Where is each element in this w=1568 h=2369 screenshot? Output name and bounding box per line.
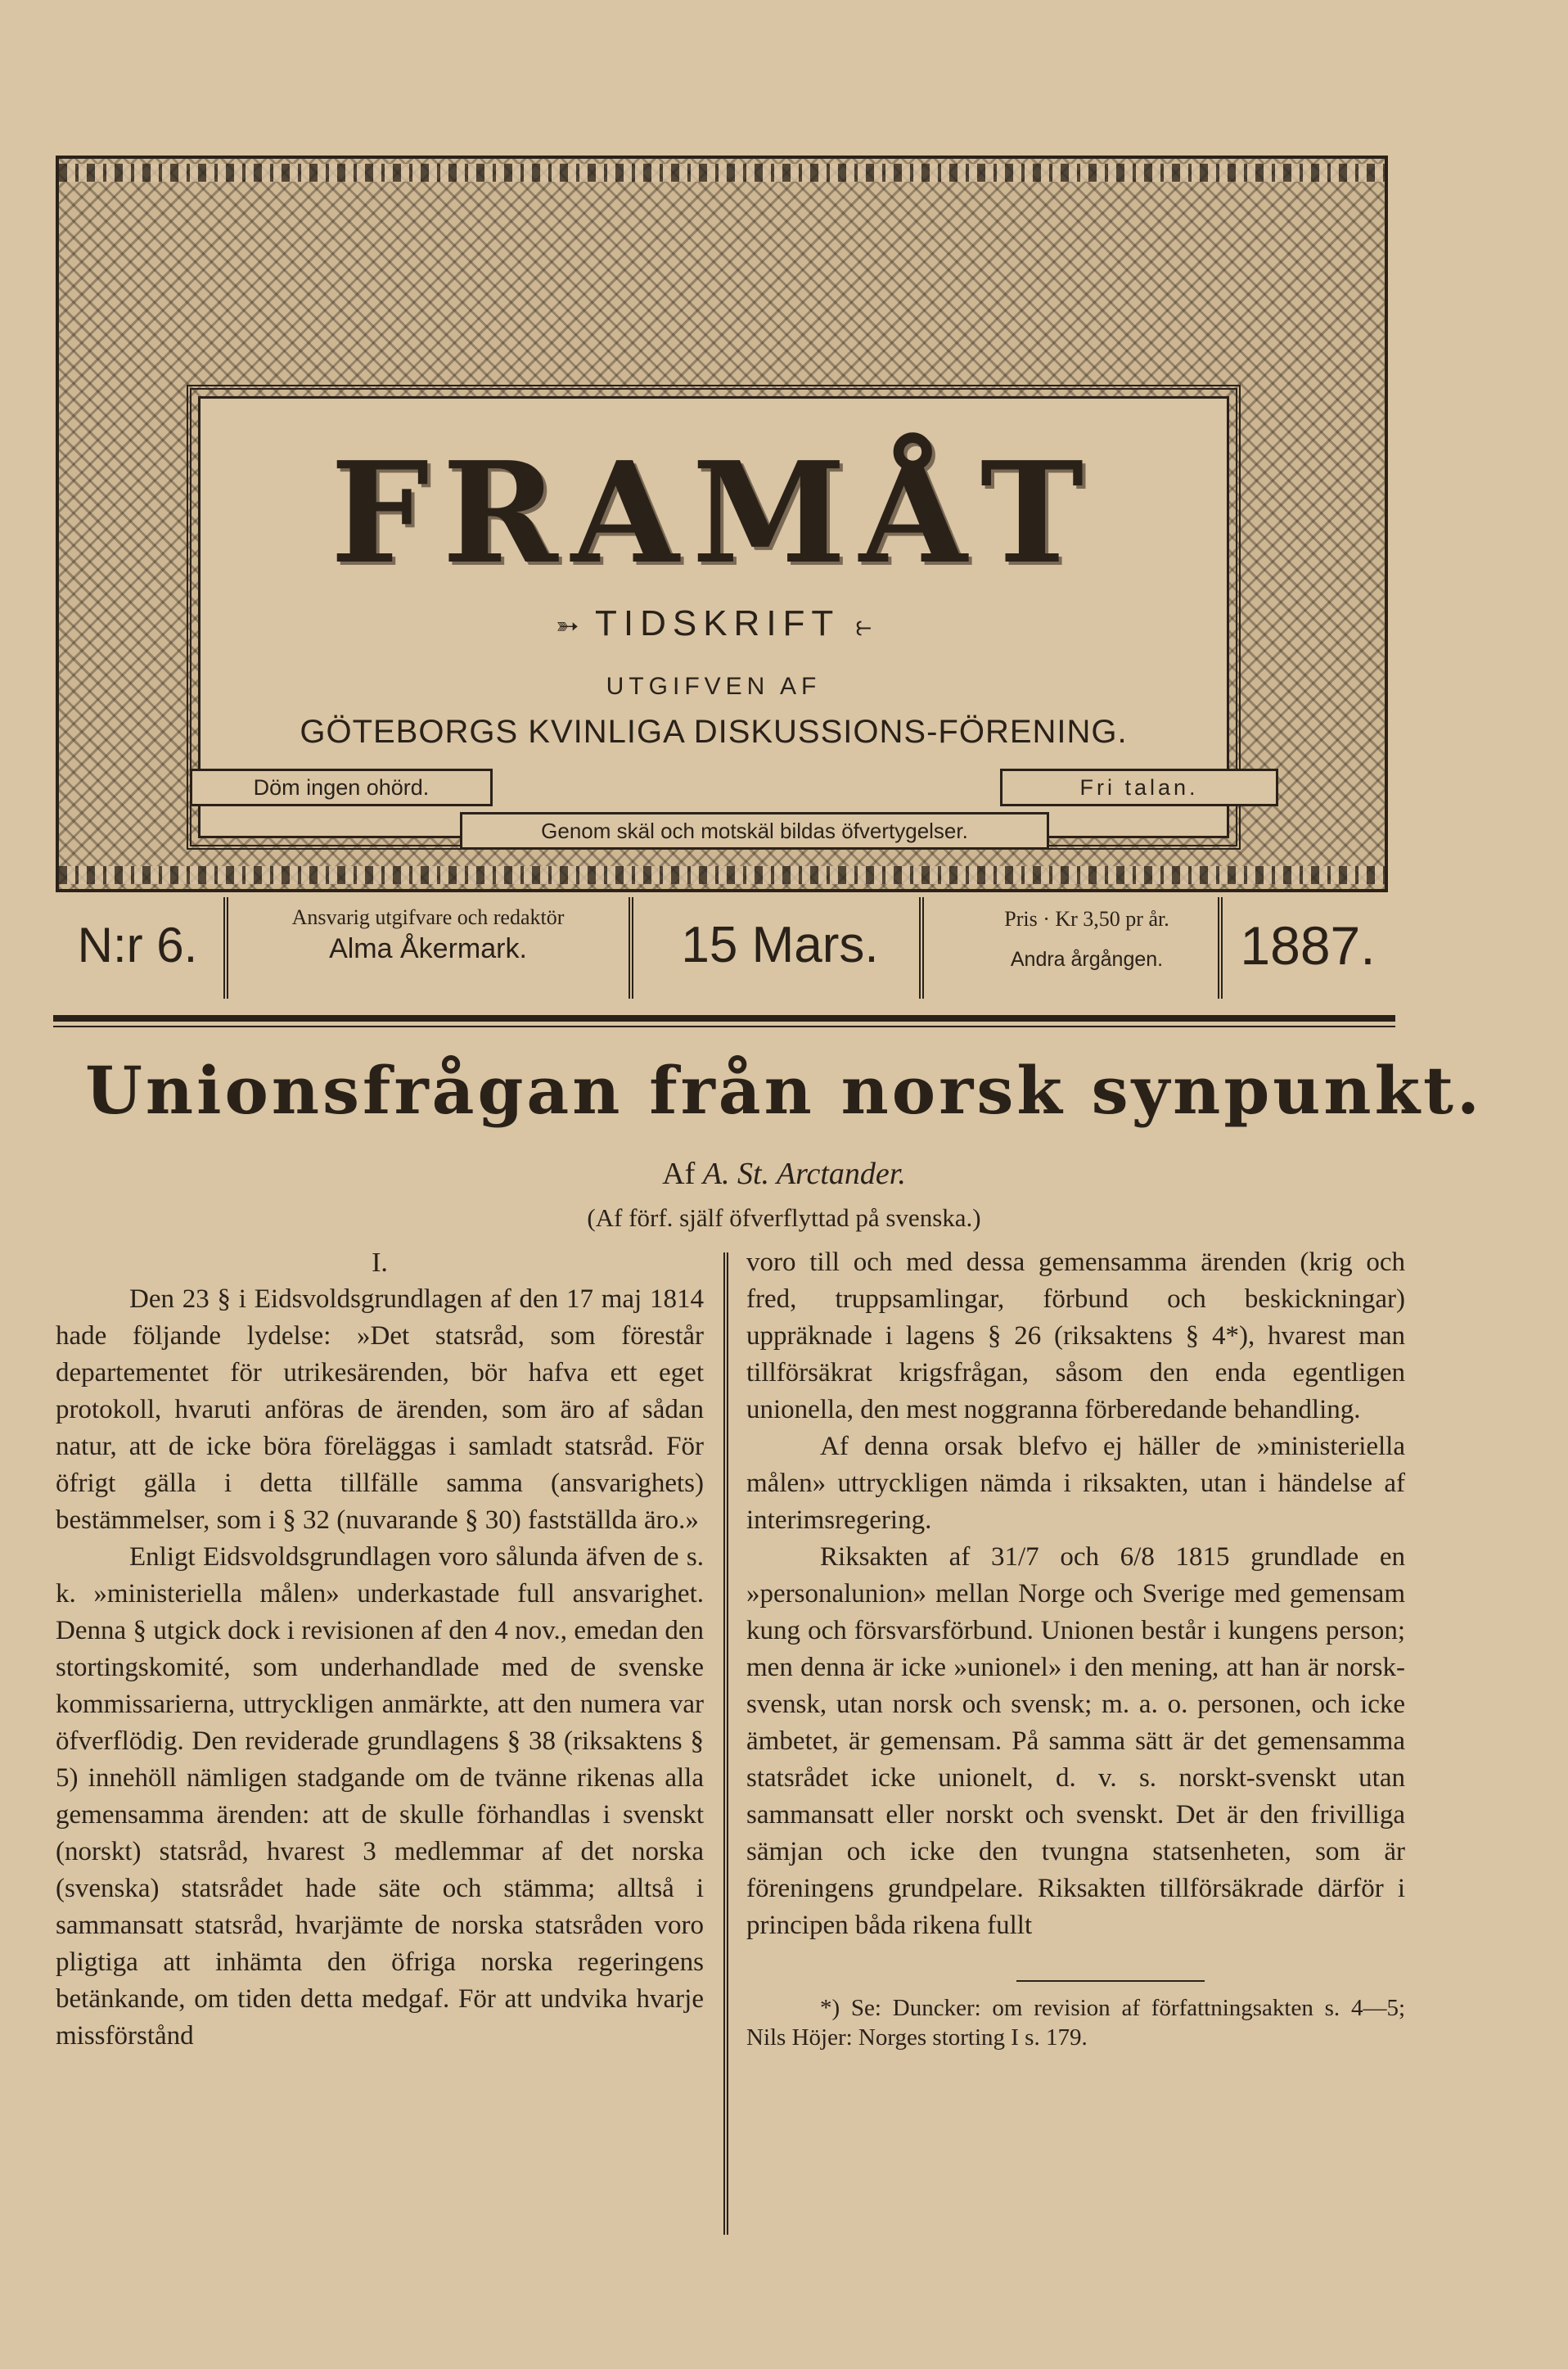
ornamental-border-bottom bbox=[59, 866, 1385, 884]
paragraph: Riksakten af 31/7 och 6/8 1815 grundlade en »personalunion» mellan Norge och Sverige med gemensam kung och försvarsförbund. Unionen består i kungens person; men denna är icke »unionel» i den mening, att han är norsk-svensk, utan norsk och svensk; m. a. o. personen, och icke ämbetet, är gemensam. På samma sätt är det gemensamma statsrådet icke unionelt, d. v. s. norskt-svenskt utan sammansatt eller norskt och svenskt. Det är den frivilliga sämjan och icke den tvungna statsenheten, som är föreningens grundpelare. Riksakten tillförsäkrade därför i principen båda rikena fullt bbox=[746, 1542, 1405, 1940]
paragraph: Enligt Eidsvoldsgrundlagen voro sålunda äfven de s. k. »ministeriella målen» underkastade full ansvarighet. Denna § utgick dock i revisionen af den 4 nov., emedan den stortingskomité, som underhandlade med de svenske kommissarierna, uttryckligen anmärkte, att den numera var öfverflödig. Den reviderade grundlagens § 38 (riksaktens § 5) innehöll nämligen stadgande om de tvänne rikenas alla gemensamma ärenden: att de skulle förhandlas i svenskt (norskt) statsråd, hvarest 3 medlemmar af det norska (svenska) statsrådet hade säte och stämma; alltså i sammansatt statsråd, hvarjämte de norska statsråden voro pligtiga att inhämta den öfriga norska regeringens betänkande, om tiden detta medgaf. För att undvika hvarje missförstånd bbox=[56, 1542, 704, 2051]
section-number: I. bbox=[372, 1248, 388, 1278]
journal-subtitle bbox=[201, 603, 1227, 644]
left-ornament-icon: ➳ bbox=[556, 611, 579, 642]
issue-number: N:r 6. bbox=[77, 918, 198, 972]
header-rule-thin bbox=[53, 1026, 1395, 1027]
column-right bbox=[746, 1244, 1405, 2052]
price-block bbox=[931, 892, 1242, 1013]
subtitle-text: TIDSKRIFT bbox=[594, 603, 840, 643]
divider bbox=[919, 897, 924, 999]
masthead bbox=[56, 156, 1388, 892]
publisher-name: GÖTEBORGS KVINLIGA DISKUSSIONS-FÖRENING. bbox=[300, 714, 1128, 750]
divider bbox=[223, 897, 228, 999]
footnote: *) Se: Duncker: om revision af författningsakten s. 4—5; Nils Höjer: Norges storting I s. 179. bbox=[746, 1995, 1405, 2051]
motto-center: Genom skäl och motskäl bildas öfvertygelser. bbox=[460, 812, 1049, 850]
divider bbox=[629, 897, 633, 999]
editor-label: Ansvarig utgifvare och redaktör bbox=[291, 905, 565, 929]
paragraph: Den 23 § i Eidsvoldsgrundlagen af den 17 maj 1814 hade följande lydelse: »Det statsråd, som förestår departementet för utrikesärenden, bör hafva ett eget protokoll, hvaruti anföras de ärenden, som äro af sådan natur, att de icke böra föreläggas i samladt statsråd. För öfrigt gälla i detta tillfälle samma (ansvarighets) bestämmelser, som i § 32 (nuvarande § 30) fastställda äro.» bbox=[56, 1284, 704, 1535]
issue-info-bar bbox=[56, 892, 1388, 1023]
motto-right: Fri talan. bbox=[1000, 769, 1278, 806]
header-rule bbox=[53, 1015, 1395, 1022]
editor-name: Alma Åkermark. bbox=[329, 933, 527, 964]
ornamental-border-top bbox=[59, 164, 1385, 182]
divider bbox=[1218, 897, 1223, 999]
byline bbox=[0, 1156, 1568, 1192]
byline-author: A. St. Arctander. bbox=[702, 1157, 906, 1191]
right-ornament-icon: ⥼ bbox=[855, 611, 872, 642]
article-title: Unionsfrågan från norsk synpunkt. bbox=[85, 1052, 1483, 1129]
paragraph: voro till och med dessa gemensamma ärenden (krig och fred, truppsamlingar, förbund och beskickningar) uppräknade i lagens § 26 (riksaktens § 4*), hvarest man tillförsäkrat krigsfrågan, såsom den enda egentligen unionella, den mest noggranna förberedande behandling. bbox=[746, 1248, 1405, 1424]
translation-note: (Af förf. själf öfverflyttad på svenska.) bbox=[587, 1203, 981, 1232]
price: Pris · Kr 3,50 pr år. bbox=[1004, 907, 1169, 931]
editor-block bbox=[236, 892, 620, 1012]
journal-title: FRAMÅT bbox=[330, 431, 1097, 595]
paragraph: Af denna orsak blefvo ej häller de »ministeriella målen» uttryckligen nämda i riksakten, utan i händelse af interimsregering. bbox=[746, 1432, 1405, 1535]
motto-left: Döm ingen ohörd. bbox=[190, 769, 493, 806]
issue-year: 1887. bbox=[1240, 915, 1376, 976]
byline-prefix: Af bbox=[662, 1157, 696, 1191]
footnote-rule bbox=[1016, 1980, 1205, 1982]
publisher-label: UTGIFVEN AF bbox=[606, 673, 822, 700]
column-divider bbox=[723, 1252, 728, 2235]
volume: Andra årgången. bbox=[1010, 948, 1164, 971]
issue-date: 15 Mars. bbox=[681, 917, 879, 973]
column-left bbox=[56, 1244, 704, 2055]
